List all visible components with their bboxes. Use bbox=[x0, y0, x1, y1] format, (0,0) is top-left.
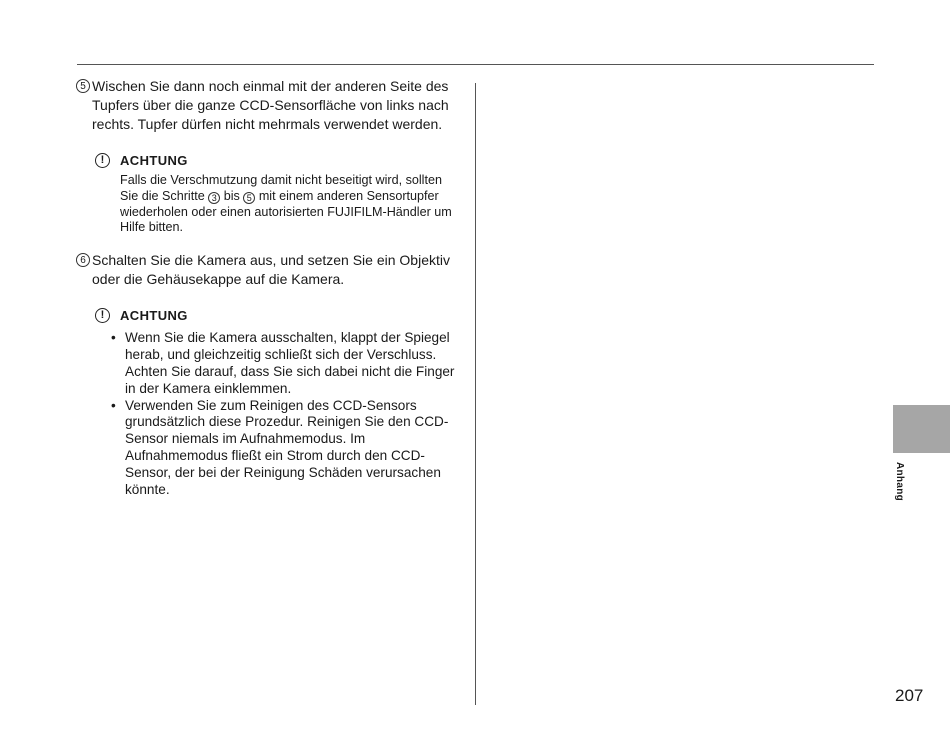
caution-box-2 bbox=[95, 305, 456, 498]
step-ref-3: 3 bbox=[208, 192, 220, 204]
caution-box-1 bbox=[95, 150, 456, 235]
step-ref-5: 5 bbox=[243, 192, 255, 204]
caution-heading-2 bbox=[95, 305, 456, 325]
caution-text-1-part-c: mit einem anderen Sensortupfer wiederholen oder einen autorisierten FUJIFILM-Händler um Hilfe bitten. bbox=[120, 188, 452, 235]
caution-list-2 bbox=[111, 330, 456, 498]
caution-title-2: ACHTUNG bbox=[120, 307, 188, 323]
left-column bbox=[76, 77, 456, 498]
step-6-number: 6 bbox=[76, 253, 90, 267]
step-5-text: Wischen Sie dann noch einmal mit der anderen Seite des Tupfers über die ganze CCD-Sensorfläche von links nach rechts. Tupfer dürfen nicht mehrmals verwendet werden. bbox=[92, 78, 449, 132]
caution-text-1-part-a: Falls die Verschmutzung damit nicht beseitigt wird, sollten Sie die Schritte bbox=[120, 173, 442, 203]
step-6-text: Schalten Sie die Kamera aus, und setzen Sie ein Objektiv oder die Gehäusekappe auf die Kamera. bbox=[92, 251, 450, 287]
step-6 bbox=[76, 251, 456, 289]
caution-title-1: ACHTUNG bbox=[120, 152, 188, 168]
step-5 bbox=[76, 77, 456, 133]
list-item: • Verwenden Sie zum Reinigen des CCD-Sensors grundsätzlich diese Prozedur. Reinigen Sie den CCD-Sensor niemals im Aufnahmemodus. Im Aufnahmemodus fließt ein Strom durch den CCD-Sensor, der bei der Reinigung Schäden verursachen könnte. bbox=[111, 398, 456, 499]
column-divider bbox=[475, 83, 476, 705]
header-rule bbox=[77, 64, 874, 65]
caution-text-1-part-b: bis bbox=[223, 188, 240, 203]
caution-text-1 bbox=[120, 173, 456, 235]
step-5-number: 5 bbox=[76, 79, 90, 93]
list-item: • Wenn Sie die Kamera ausschalten, klappt der Spiegel herab, und gleichzeitig schließt sich der Verschluss. Achten Sie darauf, dass Sie sich dabei nicht die Finger in der Kamera einklemmen. bbox=[111, 330, 456, 397]
section-label: Anhang bbox=[894, 462, 905, 502]
section-tab bbox=[893, 405, 950, 453]
caution-heading-1 bbox=[95, 150, 456, 170]
exclamation-icon: ! bbox=[95, 308, 110, 323]
page-number: 207 bbox=[895, 686, 924, 705]
exclamation-icon: ! bbox=[95, 153, 110, 168]
